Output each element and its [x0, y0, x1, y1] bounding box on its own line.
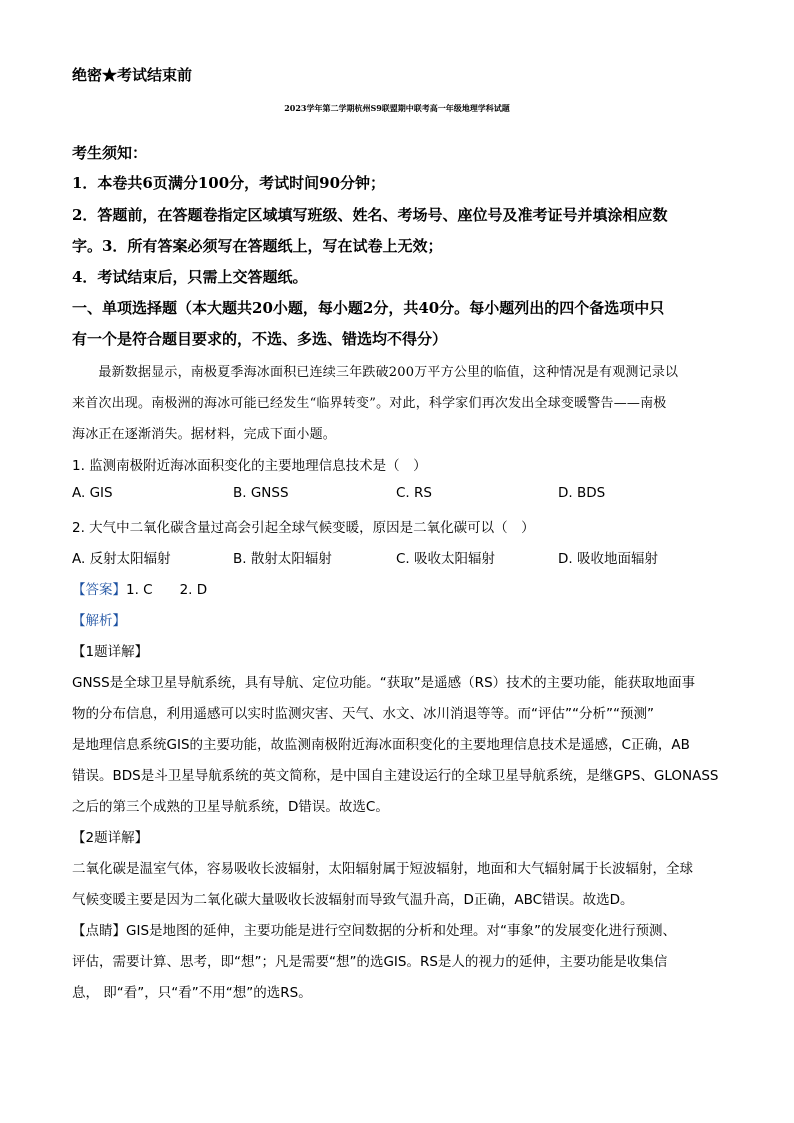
- tip-line-3: 息， 即“看”，只“看”不用“想”的选RS。: [72, 985, 312, 1001]
- question-2-option-a: A. 反射太阳辐射: [72, 551, 171, 567]
- section-heading-line-1: 一、单项选择题（本大题共20小题，每小题2分，共40分。每小题列出的四个备选项中只: [72, 299, 665, 317]
- notice-heading: 考生须知：: [72, 144, 148, 162]
- detail-1-line-5: 之后的第三个成熟的卫星导航系统，D错误。故选C。: [72, 799, 389, 815]
- detail-2-line-1: 二氧化碳是温室气体，容易吸收长波辐射，太阳辐射属于短波辐射，地面和大气辐射属于长波辐射，全球: [72, 861, 693, 877]
- notice-item-2: 2．答题前，在答题卷指定区域填写班级、姓名、考场号、座位号及准考证号并填涂相应数: [72, 206, 668, 224]
- passage-line-2: 来首次出现。南极洲的海冰可能已经发生“临界转变”。对此，科学家们再次发出全球变暖警告——南极: [72, 396, 667, 411]
- passage-line-1: 最新数据显示，南极夏季海冰面积已连续三年跌破200万平方公里的临值，这种情况是有观测记录以: [72, 365, 679, 380]
- question-2-option-b: B. 散射太阳辐射: [233, 551, 332, 567]
- detail-1-line-4: 错误。BDS是斗卫星导航系统的英文简称，是中国自主建设运行的全球卫星导航系统，是继GPS、GLONASS: [72, 768, 719, 784]
- question-1-option-a: A. GIS: [72, 485, 113, 501]
- notice-item-3: 字。3．所有答案必须写在答题纸上，写在试卷上无效；: [72, 237, 443, 255]
- detail-1-line-2: 物的分布信息，利用遥感可以实时监测灾害、天气、水文、冰川消退等等。而“评估”“分析”“预测”: [72, 706, 654, 722]
- detail-2-label: 【2题详解】: [72, 830, 149, 846]
- detail-1-line-3: 是地理信息系统GIS的主要功能，故监测南极附近海冰面积变化的主要地理信息技术是遥感，C正确，AB: [72, 737, 690, 753]
- tip-line-1: [72, 919, 676, 939]
- tip-line-2: 评估，需要计算、思考，即“想”；凡是需要“想”的选GIS。RS是人的视力的延伸，主要功能是收集信: [72, 954, 668, 970]
- question-1-option-d: D. BDS: [558, 485, 606, 501]
- tip-text-1: GIS是地图的延伸，主要功能是进行空间数据的分析和处理。对“事象”的发展变化进行预测、: [126, 923, 676, 939]
- notice-item-4: 4．考试结束后，只需上交答题纸。: [72, 268, 308, 286]
- detail-1-label: 【1题详解】: [72, 644, 149, 660]
- detail-1-line-1: GNSS是全球卫星导航系统，具有导航、定位功能。“获取”是遥感（RS）技术的主要功能，能获取地面事: [72, 675, 696, 691]
- answer-value: 1. C 2. D: [126, 582, 208, 598]
- tip-label: 【点睛】: [72, 923, 126, 939]
- analysis-label: 【解析】: [72, 613, 126, 629]
- passage-line-3: 海冰正在逐渐消失。据材料，完成下面小题。: [72, 427, 337, 442]
- question-2-option-c: C. 吸收太阳辐射: [396, 551, 496, 567]
- question-1-option-b: B. GNSS: [233, 485, 289, 501]
- confidential-mark: 绝密★考试结束前: [72, 66, 193, 84]
- answer-label: 【答案】: [72, 582, 126, 598]
- question-1-stem: 1. 监测南极附近海冰面积变化的主要地理信息技术是（ ）: [72, 458, 427, 474]
- question-2-option-d: D. 吸收地面辐射: [558, 551, 658, 567]
- detail-2-line-2: 气候变暖主要是因为二氧化碳大量吸收长波辐射而导致气温升高，D正确，ABC错误。故选D。: [72, 892, 634, 908]
- exam-title: 2023学年第二学期杭州S9联盟期中联考高一年级地理学科试题: [284, 103, 510, 113]
- section-heading-line-2: 有一个是符合题目要求的，不选、多选、错选均不得分）: [72, 330, 448, 348]
- question-2-stem: 2. 大气中二氧化碳含量过高会引起全球气候变暖，原因是二氧化碳可以（ ）: [72, 520, 535, 536]
- notice-item-1: 1．本卷共6页满分100分，考试时间90分钟；: [72, 174, 386, 192]
- question-1-option-c: C. RS: [396, 485, 432, 501]
- answer-line: [72, 578, 207, 598]
